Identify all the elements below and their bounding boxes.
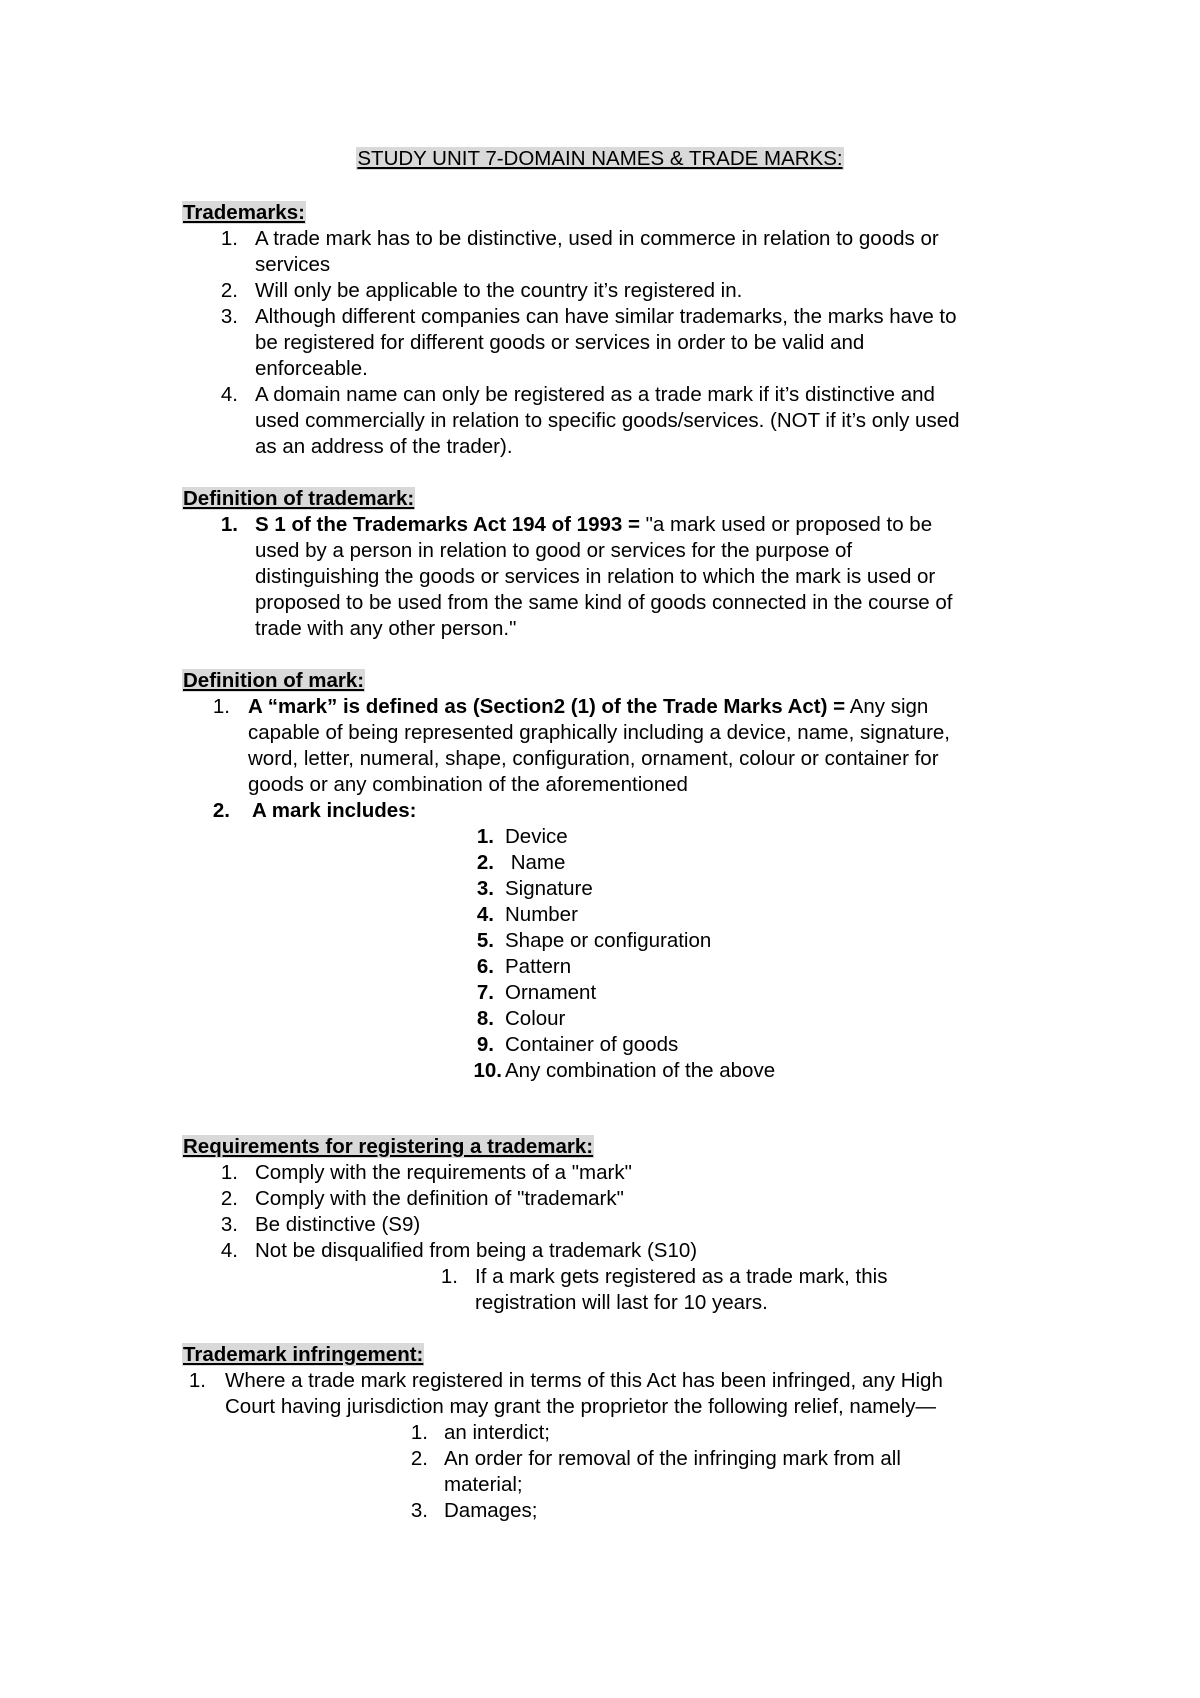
- list-number: 2.: [212, 799, 230, 822]
- definition-text: "a mark used or proposed to be: [639, 513, 933, 536]
- definition-line: word, letter, numeral, shape, configuration, ornament, colour or container for: [248, 747, 939, 770]
- list-number: 7.: [476, 981, 494, 1004]
- list-item-line: be registered for different goods or services in order to be valid and: [255, 331, 865, 354]
- list-item-line: A trade mark has to be distinctive, used in commerce in relation to goods or: [255, 227, 939, 250]
- list-item-line: as an address of the trader).: [255, 435, 513, 458]
- list-number: 2.: [220, 1187, 238, 1210]
- list-item: Not be disqualified from being a trademark (S10): [255, 1239, 698, 1262]
- list-number: 10.: [473, 1059, 502, 1082]
- list-number: 1.: [220, 227, 238, 250]
- definition-line: trade with any other person.": [255, 617, 517, 640]
- list-number: 4.: [220, 1239, 238, 1262]
- list-item-line: Will only be applicable to the country it’s registered in.: [255, 279, 743, 302]
- section-heading-trademarks: Trademarks:: [183, 201, 305, 224]
- list-number: 4.: [476, 903, 494, 926]
- section-heading-definition-mark: Definition of mark:: [183, 669, 365, 692]
- list-item: Number: [505, 903, 578, 926]
- list-item: Container of goods: [505, 1033, 679, 1056]
- list-item-line: an interdict;: [444, 1421, 550, 1444]
- list-item-line: An order for removal of the infringing mark from all: [444, 1447, 901, 1470]
- list-item: Pattern: [505, 955, 572, 978]
- list-number: 3.: [410, 1499, 428, 1522]
- list-item-line: used commercially in relation to specific goods/services. (NOT if it’s only used: [255, 409, 960, 432]
- list-number: 1.: [220, 1161, 238, 1184]
- list-number: 3.: [220, 1213, 238, 1236]
- list-number: 2.: [476, 851, 494, 874]
- list-number: 5.: [476, 929, 494, 952]
- list-number: 1.: [188, 1369, 206, 1392]
- mark-includes-label: A mark includes:: [252, 799, 417, 822]
- list-item-line: material;: [444, 1473, 523, 1496]
- list-number: 1.: [476, 825, 494, 848]
- list-item-line: services: [255, 253, 331, 276]
- list-item: Be distinctive (S9): [255, 1213, 421, 1236]
- list-item-line: registration will last for 10 years.: [475, 1291, 768, 1314]
- mark-definition-lead: A “mark” is defined as (Section2 (1) of the Trade Marks Act) =: [248, 695, 846, 718]
- definition-line: capable of being represented graphically including a device, name, signature,: [248, 721, 951, 744]
- section-heading-definition-trademark: Definition of trademark:: [183, 487, 415, 510]
- list-item: Signature: [505, 877, 593, 900]
- infringement-line: Court having jurisdiction may grant the proprietor the following relief, namely—: [225, 1395, 937, 1418]
- act-reference: S 1 of the Trademarks Act 194 of 1993 =: [255, 513, 640, 536]
- list-number: 1.: [410, 1421, 428, 1444]
- list-number: 3.: [476, 877, 494, 900]
- definition-line: proposed to be used from the same kind of goods connected in the course of: [255, 591, 953, 614]
- page-title: STUDY UNIT 7-DOMAIN NAMES & TRADE MARKS:: [357, 147, 843, 170]
- list-item-line: enforceable.: [255, 357, 368, 380]
- list-item: Comply with the definition of "trademark": [255, 1187, 624, 1210]
- definition-text: Any sign: [845, 695, 929, 718]
- list-item-line: Although different companies can have similar trademarks, the marks have to: [255, 305, 957, 328]
- list-number: 2.: [220, 279, 238, 302]
- list-number: 6.: [476, 955, 494, 978]
- definition-mark-first-line: [248, 694, 928, 720]
- list-item: Ornament: [505, 981, 597, 1004]
- list-number: 8.: [476, 1007, 494, 1030]
- list-item-line: If a mark gets registered as a trade mark, this: [475, 1265, 888, 1288]
- definition-trademark-first-line: [255, 512, 932, 538]
- list-item-line: A domain name can only be registered as a trade mark if it’s distinctive and: [255, 383, 935, 406]
- list-number: 4.: [220, 383, 238, 406]
- list-number: 9.: [476, 1033, 494, 1056]
- list-item: Colour: [505, 1007, 566, 1030]
- infringement-line: Where a trade mark registered in terms of this Act has been infringed, any High: [225, 1369, 943, 1392]
- list-number: 2.: [410, 1447, 428, 1470]
- definition-line: distinguishing the goods or services in relation to which the mark is used or: [255, 565, 936, 588]
- list-item: Comply with the requirements of a "mark": [255, 1161, 632, 1184]
- list-number: 3.: [220, 305, 238, 328]
- list-item: Any combination of the above: [505, 1059, 776, 1082]
- list-item: Device: [505, 825, 568, 848]
- list-item: Shape or configuration: [505, 929, 712, 952]
- list-number: 1.: [212, 695, 230, 718]
- definition-line: used by a person in relation to good or services for the purpose of: [255, 539, 853, 562]
- list-item: Name: [505, 851, 566, 874]
- section-heading-infringement: Trademark infringement:: [183, 1343, 424, 1366]
- list-number: 1.: [220, 513, 238, 536]
- section-heading-requirements: Requirements for registering a trademark:: [183, 1135, 594, 1158]
- list-number: 1.: [440, 1265, 458, 1288]
- list-item-line: Damages;: [444, 1499, 538, 1522]
- definition-line: goods or any combination of the aforementioned: [248, 773, 688, 796]
